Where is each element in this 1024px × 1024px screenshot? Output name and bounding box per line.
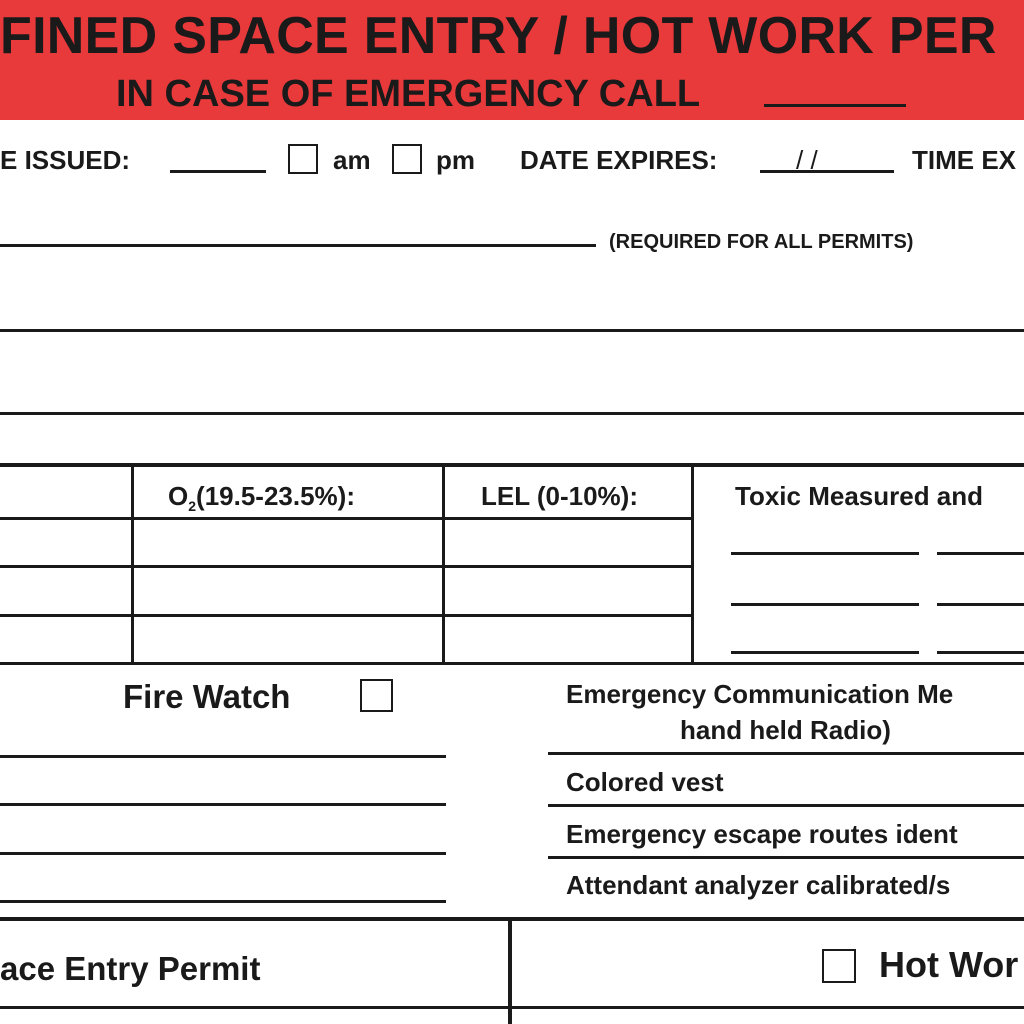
checklist-item-analyzer: Attendant analyzer calibrated/s (566, 870, 951, 900)
time-expires-label: TIME EX (912, 145, 1017, 175)
emergency-number-field[interactable] (764, 104, 906, 107)
checklist-item-escape-routes: Emergency escape routes ident (566, 819, 958, 849)
emergency-call-label: IN CASE OF EMERGENCY CALL (116, 73, 701, 115)
fire-watch-label: Fire Watch (123, 678, 291, 715)
o2-header: $O_2(19.5-23.5\%)$: (168, 481, 355, 515)
fire-watch-line-1[interactable] (0, 755, 446, 758)
time-issued-field[interactable] (170, 170, 266, 173)
toxic-header: Toxic Measured and (735, 481, 984, 511)
table-bottom-border (0, 662, 1024, 665)
checklist-item-colored-vest: Colored vest (566, 767, 724, 797)
toxic-field-2a[interactable] (731, 603, 919, 606)
am-label: am (333, 145, 371, 175)
table-row-divider-2 (0, 614, 692, 617)
fire-watch-line-3[interactable] (0, 852, 446, 855)
permit-section-bottom-line (0, 1006, 1024, 1009)
toxic-field-3a[interactable] (731, 651, 919, 654)
permit-section-top-border (0, 917, 1024, 921)
fire-watch-checkbox[interactable] (360, 679, 393, 712)
lel-header: LEL (0-10%): (481, 481, 638, 511)
write-line-2[interactable] (0, 412, 1024, 415)
signature-field[interactable] (0, 244, 596, 247)
permit-title: FINED SPACE ENTRY / HOT WORK PER (0, 7, 997, 65)
table-col-divider-1 (131, 465, 134, 663)
fire-watch-line-2[interactable] (0, 803, 446, 806)
required-note: (REQUIRED FOR ALL PERMITS) (609, 231, 914, 253)
write-line-1[interactable] (0, 329, 1024, 332)
date-expires-field[interactable] (760, 170, 894, 173)
table-col-divider-2 (442, 465, 445, 663)
checklist-item-emergency-comm: Emergency Communication Me (566, 679, 954, 709)
checklist-divider-3 (548, 856, 1024, 859)
date-slashes: / / (796, 145, 818, 175)
pm-checkbox[interactable] (392, 144, 422, 174)
table-col-divider-3 (691, 465, 694, 663)
time-issued-label: E ISSUED: (0, 145, 131, 175)
confined-space-permit-label: ace Entry Permit (0, 950, 261, 987)
hot-work-checkbox[interactable] (822, 949, 856, 983)
toxic-field-3b[interactable] (937, 651, 1024, 654)
fire-watch-line-4[interactable] (0, 900, 446, 903)
checklist-item-radio: hand held Radio) (680, 715, 891, 745)
toxic-field-1b[interactable] (937, 552, 1024, 555)
table-top-border (0, 463, 1024, 467)
toxic-field-1a[interactable] (731, 552, 919, 555)
date-expires-label: DATE EXPIRES: (520, 145, 718, 175)
pm-label: pm (436, 145, 475, 175)
checklist-divider-1 (548, 752, 1024, 755)
hot-work-label: Hot Wor (879, 944, 1019, 985)
toxic-field-2b[interactable] (937, 603, 1024, 606)
checklist-divider-2 (548, 804, 1024, 807)
table-row-divider-1 (0, 565, 692, 568)
am-checkbox[interactable] (288, 144, 318, 174)
